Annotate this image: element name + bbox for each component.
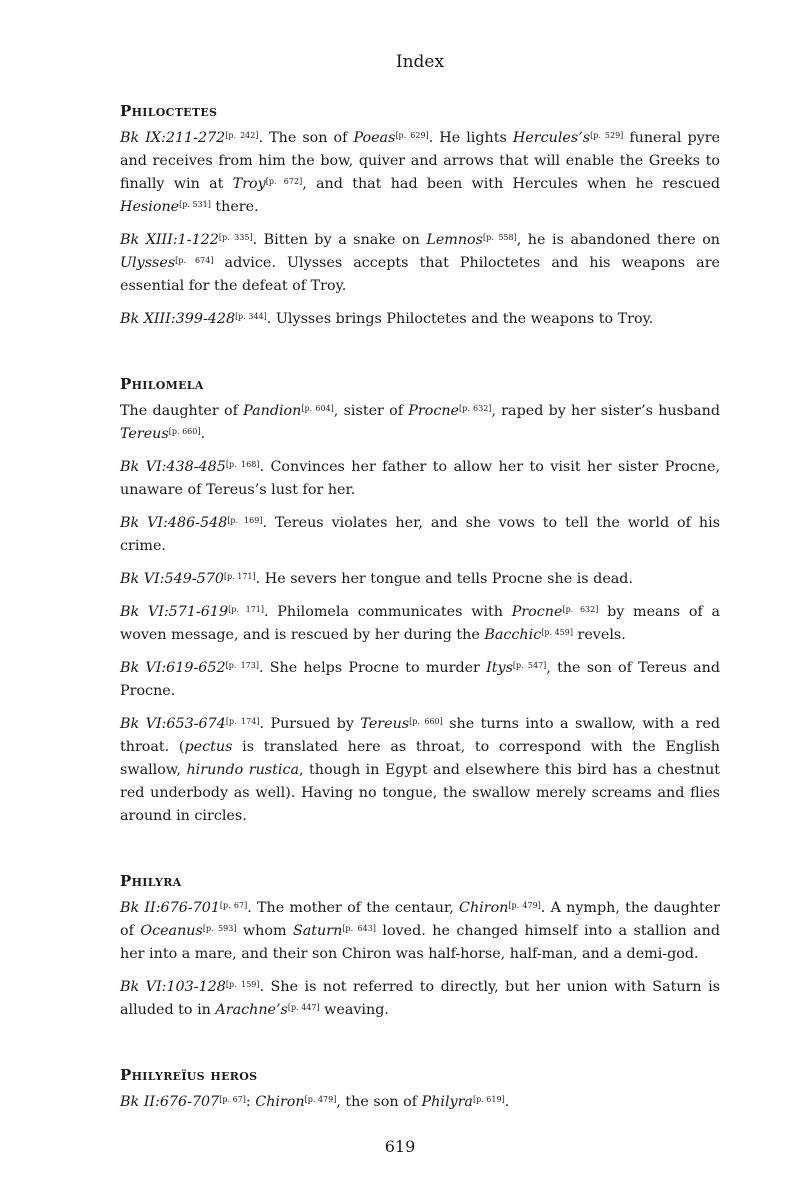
body-text: loved. he changed himself into a stallion and her into a mare, and their son Chiron was half-horse, half-man, and a demi-god. [120,923,720,962]
italic-term: Troy [232,176,266,192]
entry-paragraph [120,1091,720,1114]
italic-term: Bk IX:211-272 [120,130,226,146]
index-entries [120,102,720,1114]
italic-term: Procne [408,403,460,419]
body-text: : [245,1094,256,1110]
body-text: , though in Egypt and elsewhere this bird has a chestnut red underbody as well). Having no tongue, the swallow merely screams and flies around in circles. [120,762,721,824]
entry-paragraph [120,400,720,446]
body-text: revels. [572,627,626,643]
italic-term: Bk VI:619-652 [120,660,226,676]
page-reference[interactable]: [p. 159] [225,980,260,989]
italic-term: Oceanus [140,923,203,939]
body-text: . Tereus violates her, and she vows to tell the world of his crime. [120,515,721,554]
body-text: , he is abandoned there on [516,232,721,248]
page-reference[interactable]: [p. 531] [179,200,211,209]
body-text: is translated here as throat, to correspond with the English swallow, [120,739,720,778]
italic-term: hirundo rustica [186,762,299,778]
entry-paragraph [120,897,720,966]
italic-term: Hesione [120,199,180,215]
index-entry [120,1066,720,1114]
italic-term: Bk XIII:1-122 [120,232,219,248]
page-reference[interactable]: [p. 660] [168,427,201,436]
body-text: . She is not referred to directly, but her union with Saturn is alluded to in [120,979,720,1018]
entry-title: Philomela [120,375,204,393]
body-text: weaving. [319,1002,389,1018]
page-reference[interactable]: [p. 168] [225,460,260,469]
page-reference[interactable]: [p. 67] [219,1095,246,1104]
index-entry [120,375,720,828]
body-text: . Bitten by a snake on [252,232,427,248]
entry-paragraph [120,713,720,828]
body-text: , sister of [333,403,409,419]
body-text: . He severs her tongue and tells Procne she is dead. [255,571,634,587]
entry-paragraph [120,512,720,558]
body-text: . A nymph, the daughter of [120,900,721,939]
italic-term: Ulysses [120,255,176,271]
body-text: funeral pyre and receives from him the bow, quiver and arrows that will enable the Greeks to finally win at [120,130,721,192]
page-reference[interactable]: [p. 335] [218,233,253,242]
page-reference[interactable]: [p. 171] [223,572,256,581]
entry-title: Philyreïus heros [120,1066,258,1084]
entry-paragraph [120,456,720,502]
page-reference[interactable]: [p. 479] [304,1095,337,1104]
body-text: . Philomela communicates with [264,604,512,620]
italic-term: Procne [511,604,563,620]
italic-term: Bk XIII:399-428 [120,311,236,327]
italic-term: Bk VI:653-674 [120,716,226,732]
page-reference[interactable]: [p. 459] [541,628,573,637]
body-text: she turns into a swallow, with a red throat. ( [120,716,720,755]
italic-term: Bk II:676-707 [120,1094,220,1110]
page-reference[interactable]: [p. 629] [395,131,429,140]
italic-term: Bk VI:571-619 [120,604,229,620]
page-reference[interactable]: [p. 619] [472,1095,505,1104]
page-reference[interactable]: [p. 672] [265,177,303,186]
body-text: . [200,426,205,442]
body-text: there. [210,199,259,215]
entry-paragraph [120,601,720,647]
entry-paragraph [120,657,720,703]
entry-title: Philoctetes [120,102,218,120]
body-text: , and that had been with Hercules when he rescued [302,176,720,192]
page-reference[interactable]: [p. 173] [225,661,259,670]
body-text: , the son of [336,1094,422,1110]
page-reference[interactable]: [p. 174] [225,717,260,726]
page-reference[interactable]: [p. 242] [225,131,259,140]
italic-term: Bk VI:549-570 [120,571,224,587]
body-text: . The mother of the centaur, [247,900,460,916]
page-reference[interactable]: [p. 660] [409,717,443,726]
page-reference[interactable]: [p. 632] [459,404,492,413]
body-text: , raped by her sister’s husband [491,403,721,419]
body-text: , the son of Tereus and Procne. [120,660,720,699]
page-reference[interactable]: [p. 604] [301,404,334,413]
page-reference[interactable]: [p. 593] [202,924,237,933]
italic-term: Bk VI:486-548 [120,515,228,531]
italic-term: Bk VI:438-485 [120,459,226,475]
entry-paragraph [120,127,720,219]
body-text: . Ulysses brings Philoctetes and the weapons to Troy. [266,311,654,327]
page-reference[interactable]: [p. 171] [228,605,264,614]
italic-term: Bacchic [484,627,542,643]
italic-term: Arachne’s [215,1002,288,1018]
italic-term: Tereus [120,426,169,442]
index-entry [120,102,720,331]
page-reference[interactable]: [p. 67] [219,901,248,910]
italic-term: Hercules’s [512,130,591,146]
italic-term: Itys [486,660,513,676]
italic-term: Tereus [360,716,410,732]
italic-term: Saturn [292,923,343,939]
italic-term: Chiron [255,1094,305,1110]
italic-term: Philyra [421,1094,473,1110]
italic-term: Poeas [353,130,396,146]
entry-paragraph [120,308,720,331]
entry-paragraph [120,229,720,298]
page-reference[interactable]: [p. 529] [590,131,624,140]
body-text: . [504,1094,510,1110]
body-text: . Convinces her father to allow her to visit her sister Procne, unaware of Tereus’s lust for her. [120,459,720,498]
italic-term: Lemnos [426,232,483,248]
entry-title: Philyra [120,872,182,890]
entry-paragraph [120,976,720,1022]
italic-term: Pandion [243,403,302,419]
page-number: 619 [384,1137,416,1156]
page-reference[interactable]: [p. 447] [287,1003,320,1012]
page-reference[interactable]: [p. 674] [175,256,214,265]
page-reference[interactable]: [p. 643] [342,924,376,933]
page-reference[interactable]: [p. 344] [235,312,267,321]
italic-term: pectus [184,739,233,755]
page-reference[interactable]: [p. 558] [483,233,517,242]
italic-term: Bk VI:103-128 [120,979,226,995]
entry-paragraph [120,568,720,591]
body-text: . He lights [428,130,513,146]
body-text: whom [236,923,293,939]
page-reference[interactable]: [p. 632] [562,605,599,614]
body-text: advice. Ulysses accepts that Philoctetes and his weapons are essential for the defeat of Troy. [120,255,721,294]
body-text: . She helps Procne to murder [258,660,487,676]
body-text: The daughter of [120,403,244,419]
body-text: by means of a woven message, and is rescued by her during the [120,604,720,643]
italic-term: Chiron [459,900,509,916]
italic-term: Bk II:676-701 [120,900,220,916]
body-text: . The son of [258,130,354,146]
body-text: . Pursued by [259,716,361,732]
index-entry [120,872,720,1022]
page-reference[interactable]: [p. 547] [512,661,547,670]
page-reference[interactable]: [p. 479] [508,901,541,910]
page-reference[interactable]: [p. 169] [227,516,263,525]
running-head: Index [395,52,445,72]
